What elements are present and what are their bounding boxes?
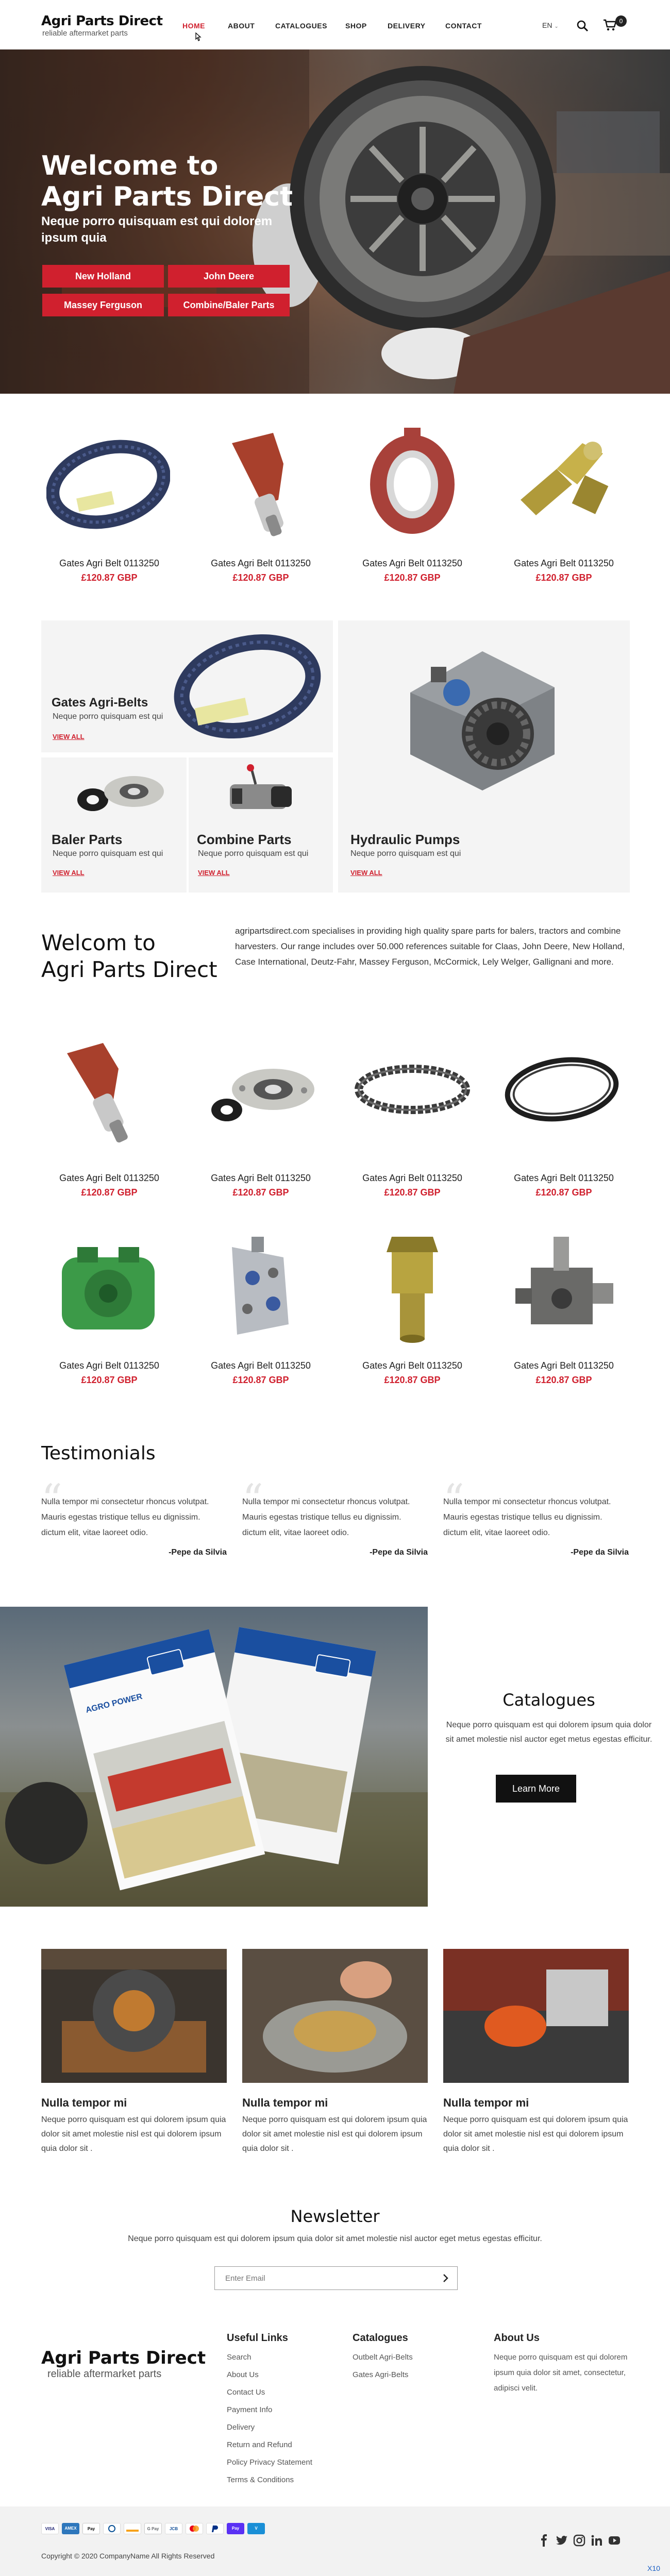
footer-link-privacy[interactable]: Policy Privacy Statement [227, 2458, 312, 2467]
category-title: Hydraulic Pumps [350, 832, 460, 847]
mastercard-icon [186, 2523, 203, 2534]
category-tile-agri-belts[interactable] [41, 620, 333, 752]
category-desc: Neque porro quisquam est qui [53, 712, 163, 721]
footer-logo-subtitle: reliable aftermarket parts [47, 2368, 162, 2380]
category-view-all-link[interactable]: VIEW ALL [53, 869, 85, 877]
testimonial-text: Nulla tempor mi consectetur rhoncus volutpat. Mauris egestas tristique tellus eu dignissim. dictum elit, vitae laoreet odio. [443, 1497, 611, 1537]
footer-link-contact-us[interactable]: Contact Us [227, 2388, 265, 2397]
blog-text: Neque porro quisquam est qui dolorem ipsum quia dolor sit amet molestie nisl est qui dolorem ipsum quia dolor sit . [242, 2115, 427, 2153]
nav-catalogues[interactable]: CATALOGUES [275, 22, 327, 30]
blog-image-repair [443, 1949, 629, 2083]
product-image-valve-block[interactable] [500, 1226, 624, 1350]
apple-pay-icon: Pay [82, 2523, 100, 2534]
hero-subtitle: Neque porro quisquam est qui dolorem ipsum quia [41, 214, 273, 245]
catalogue-brand-text: AGRO POWER [85, 1692, 144, 1715]
product-price: £120.87 GBP [384, 1187, 441, 1198]
google-pay-icon: G Pay [144, 2523, 162, 2534]
product-price: £120.87 GBP [384, 1375, 441, 1385]
corner-label: X10 [647, 2564, 660, 2572]
footer-useful-links-heading: Useful Links [227, 2332, 288, 2344]
blog-image[interactable] [443, 1949, 629, 2083]
footer-link-about-us[interactable]: About Us [227, 2370, 259, 2379]
facebook-icon[interactable] [538, 2534, 550, 2547]
testimonial-text: Nulla tempor mi consectetur rhoncus volutpat. Mauris egestas tristique tellus eu dignissim. dictum elit, vitae laoreet odio. [41, 1497, 209, 1537]
footer-link-delivery[interactable]: Delivery [227, 2423, 255, 2432]
product-image-hydraulic-motor[interactable] [46, 1226, 170, 1350]
nav-about[interactable]: ABOUT [228, 22, 255, 30]
welcome-title-line-1: Welcom to [41, 930, 156, 955]
product-price: £120.87 GBP [81, 573, 138, 583]
blog-title[interactable]: Nulla tempor mi [443, 2096, 529, 2109]
nav-shop[interactable]: SHOP [345, 22, 367, 30]
jcb-icon: JCB [165, 2523, 182, 2534]
product-image-chain[interactable] [350, 1033, 474, 1156]
product-name[interactable]: Gates Agri Belt 0113250 [59, 558, 159, 568]
product-price: £120.87 GBP [232, 1187, 289, 1198]
welcome-title-line-2: Agri Parts Direct [41, 957, 217, 982]
blog-image[interactable] [242, 1949, 428, 2083]
quote-icon: “ [242, 1475, 263, 1523]
site-header [0, 0, 670, 49]
category-desc: Neque porro quisquam est qui [53, 849, 163, 858]
paypal-icon [206, 2523, 224, 2534]
hero-button-massey-ferguson[interactable]: Massey Ferguson [42, 294, 164, 316]
product-price: £120.87 GBP [81, 1375, 138, 1385]
logo-title[interactable]: Agri Parts Direct [41, 13, 163, 29]
youtube-icon[interactable] [608, 2534, 621, 2547]
product-price: £120.87 GBP [384, 573, 441, 583]
product-name[interactable]: Gates Agri Belt 0113250 [211, 558, 311, 568]
logo-subtitle: reliable aftermarket parts [42, 29, 128, 38]
footer-about-heading: About Us [494, 2332, 540, 2344]
newsletter-email-input[interactable] [214, 2266, 458, 2290]
testimonial-author: -Pepe da Silvia [571, 1548, 629, 1557]
category-tile-hydraulic-pumps[interactable] [338, 620, 630, 893]
cursor-icon [194, 32, 203, 43]
hero-button-john-deere[interactable]: John Deere [168, 265, 290, 288]
category-title: Baler Parts [52, 832, 123, 847]
category-desc: Neque porro quisquam est qui [198, 849, 309, 858]
product-image-gear-pump[interactable] [196, 1226, 320, 1350]
copyright-text: Copyright © 2020 CompanyName All Rights Reserved [41, 2552, 215, 2560]
newsletter-heading: Newsletter [290, 2207, 380, 2226]
footer-bottom-bar [0, 2506, 670, 2576]
product-price: £120.87 GBP [81, 1187, 138, 1198]
footer-link-outbelt[interactable]: Outbelt Agri-Belts [353, 2353, 413, 2362]
twitter-icon[interactable] [556, 2534, 568, 2547]
product-price: £120.87 GBP [232, 573, 289, 583]
catalogue-brochure-image [0, 1607, 428, 1907]
category-image-bearing [57, 763, 170, 819]
product-name[interactable]: Gates Agri Belt 0113250 [211, 1360, 311, 1371]
footer-logo-title[interactable]: Agri Parts Direct [41, 2348, 206, 2368]
blog-image-workshop [41, 1949, 227, 2083]
product-name[interactable]: Gates Agri Belt 0113250 [362, 1360, 462, 1371]
product-name[interactable]: Gates Agri Belt 0113250 [362, 1173, 462, 1183]
product-image-flange-bearing[interactable] [196, 1033, 320, 1156]
product-name[interactable]: Gates Agri Belt 0113250 [59, 1173, 159, 1183]
product-price: £120.87 GBP [232, 1375, 289, 1385]
chevron-down-icon: ⌄ [554, 24, 559, 29]
category-image-belt [170, 626, 325, 747]
visa-icon: VISA [41, 2523, 59, 2534]
blog-title[interactable]: Nulla tempor mi [242, 2096, 328, 2109]
hero-button-combine-baler[interactable]: Combine/Baler Parts [168, 294, 290, 316]
blog-text: Neque porro quisquam est qui dolorem ipsum quia dolor sit amet molestie nisl est qui dolorem ipsum quia dolor sit . [41, 2115, 226, 2153]
welcome-title [41, 930, 217, 983]
testimonial-author: -Pepe da Silvia [169, 1548, 227, 1557]
footer-link-payment-info[interactable]: Payment Info [227, 2405, 273, 2414]
discover-icon [124, 2523, 141, 2534]
category-tile-combine-parts[interactable] [189, 757, 333, 893]
hero-title [41, 150, 293, 212]
language-code: EN [542, 21, 552, 29]
testimonial-text: Nulla tempor mi consectetur rhoncus volutpat. Mauris egestas tristique tellus eu dignissim. dictum elit, vitae laoreet odio. [242, 1497, 410, 1537]
category-image-wheel-cylinder [220, 763, 302, 819]
instagram-icon[interactable] [573, 2534, 585, 2547]
blog-text: Neque porro quisquam est qui dolorem ipsum quia dolor sit amet molestie nisl est qui dolorem ipsum quia dolor sit . [443, 2115, 628, 2153]
venmo-icon: V [247, 2523, 265, 2534]
footer-link-search[interactable]: Search [227, 2353, 252, 2362]
category-view-all-link[interactable]: VIEW ALL [350, 869, 382, 877]
product-price: £120.87 GBP [535, 1375, 592, 1385]
welcome-body: agripartsdirect.com specialises in providing high quality spare parts for balers, tractors and combine harvesters. Our range includes over 50.000 references suitable for Claas, John Deere, New Holland, Case International, Deutz-Fahr, Massey Ferguson, McCormick, Lely Welger, Gallignani and more. [235, 926, 625, 967]
product-image-belt[interactable] [46, 423, 170, 546]
footer-about-text: Neque porro quisquam est qui dolorem ipsum quia dolor sit amet, consectetur, adipisci velit. [494, 2353, 628, 2393]
hero-title-line-1: Welcome to [41, 150, 219, 181]
product-price: £120.87 GBP [535, 573, 592, 583]
nav-contact[interactable]: CONTACT [445, 22, 482, 30]
category-view-all-link[interactable]: VIEW ALL [53, 733, 85, 740]
chevron-right-icon[interactable] [437, 2269, 455, 2287]
hero-button-new-holland[interactable]: New Holland [42, 265, 164, 288]
product-name[interactable]: Gates Agri Belt 0113250 [514, 558, 614, 568]
cart-count-badge: 0 [615, 15, 627, 27]
category-title: Gates Agri-Belts [52, 696, 148, 710]
catalogues-text: Neque porro quisquam est qui dolorem ipsum quia dolor sit amet molestie nisl auctor eget metus egestas efficitur. [445, 1721, 652, 1744]
product-image-tine-holder[interactable] [46, 1033, 170, 1156]
product-image-hydraulic-fitting[interactable] [500, 423, 624, 546]
catalogue-image [0, 1607, 428, 1907]
footer-link-terms[interactable]: Terms & Conditions [227, 2476, 294, 2484]
product-name[interactable]: Gates Agri Belt 0113250 [211, 1173, 311, 1183]
search-icon[interactable] [576, 20, 589, 32]
hero-banner [0, 49, 670, 394]
product-name[interactable]: Gates Agri Belt 0113250 [59, 1360, 159, 1371]
catalogues-heading: Catalogues [502, 1690, 595, 1710]
hero-title-line-2: Agri Parts Direct [41, 181, 293, 212]
category-image-hydraulic-pump [379, 631, 585, 806]
quote-icon: “ [41, 1475, 62, 1523]
testimonials-heading: Testimonials [41, 1443, 156, 1464]
product-name[interactable]: Gates Agri Belt 0113250 [362, 558, 462, 568]
category-tile-baler-parts[interactable] [41, 757, 187, 893]
product-image-bearing-housing[interactable] [350, 423, 474, 546]
footer-catalogues-heading: Catalogues [353, 2332, 408, 2344]
category-view-all-link[interactable]: VIEW ALL [198, 869, 230, 877]
category-desc: Neque porro quisquam est qui [350, 849, 461, 858]
footer-link-return-refund[interactable]: Return and Refund [227, 2440, 292, 2449]
product-price: £120.87 GBP [535, 1187, 592, 1198]
learn-more-button[interactable]: Learn More [496, 1775, 576, 1803]
category-title: Combine Parts [197, 832, 292, 847]
blog-image-mechanic [242, 1949, 428, 2083]
diners-club-icon [103, 2523, 121, 2534]
quote-icon: “ [443, 1475, 464, 1523]
linkedin-icon[interactable] [591, 2534, 603, 2547]
product-image-brass-fitting[interactable] [350, 1226, 474, 1350]
blog-image[interactable] [41, 1949, 227, 2083]
product-name[interactable]: Gates Agri Belt 0113250 [514, 1173, 614, 1183]
product-image-v-belt[interactable] [500, 1033, 624, 1156]
newsletter-text: Neque porro quisquam est qui dolorem ipsum quia dolor sit amet molestie nisl auctor eget metus egestas efficitur. [128, 2234, 542, 2243]
nav-delivery[interactable]: DELIVERY [388, 22, 426, 30]
product-name[interactable]: Gates Agri Belt 0113250 [514, 1360, 614, 1371]
product-image-tine-holder[interactable] [201, 423, 325, 546]
amex-icon: AMEX [62, 2523, 79, 2534]
footer-link-gates[interactable]: Gates Agri-Belts [353, 2370, 409, 2379]
blog-title[interactable]: Nulla tempor mi [41, 2096, 127, 2109]
language-selector[interactable] [542, 21, 559, 29]
testimonial-author: -Pepe da Silvia [370, 1548, 428, 1557]
nav-home[interactable]: HOME [182, 22, 205, 30]
shop-pay-icon: Pay [227, 2523, 244, 2534]
